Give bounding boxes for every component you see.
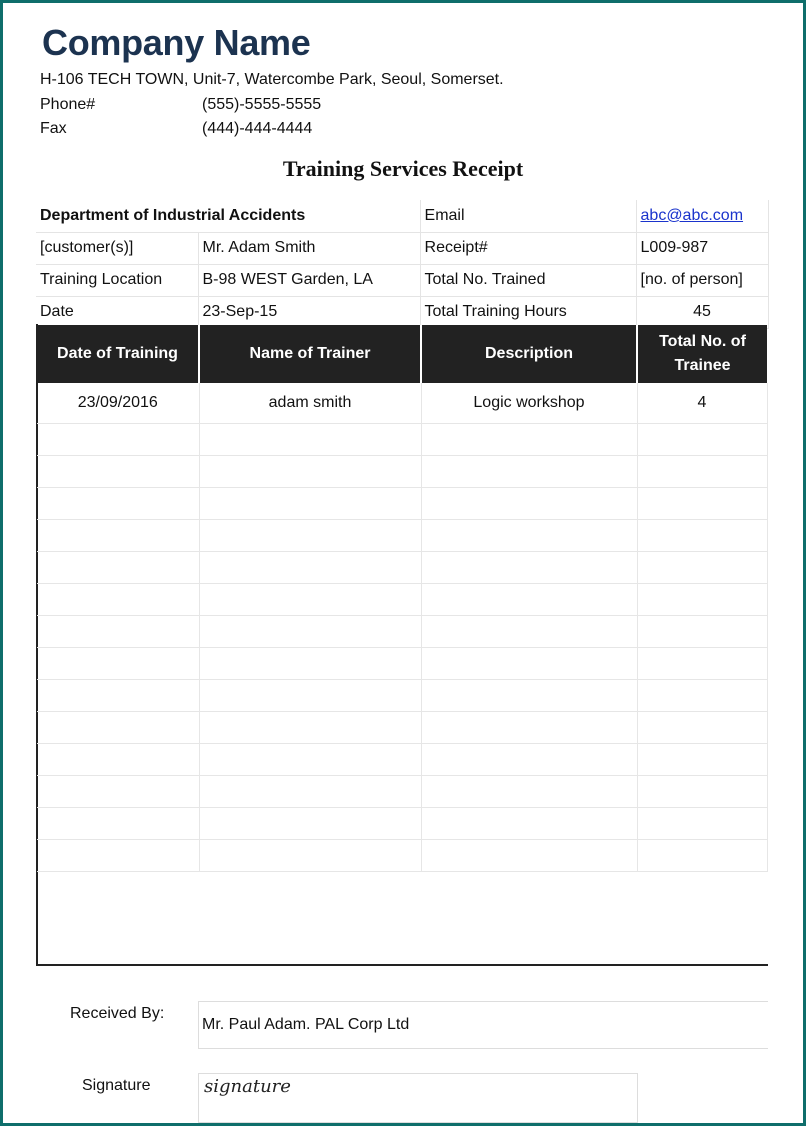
- cell-trainer[interactable]: [199, 423, 421, 455]
- table-row: [37, 647, 767, 679]
- cell-trainer[interactable]: [199, 455, 421, 487]
- cell-date[interactable]: [37, 455, 199, 487]
- receipt-number-label: Receipt#: [420, 232, 636, 264]
- cell-trainer[interactable]: [199, 807, 421, 839]
- cell-trainer[interactable]: [199, 647, 421, 679]
- table-row: [37, 679, 767, 711]
- table-row: [37, 519, 767, 551]
- cell-description[interactable]: [421, 679, 637, 711]
- table-row: [37, 383, 767, 423]
- receipt-info-table: [36, 200, 769, 329]
- cell-description[interactable]: [421, 487, 637, 519]
- phone-value: (555)-5555-5555: [202, 96, 322, 113]
- company-name: Company Name: [42, 22, 311, 63]
- cell-description[interactable]: [421, 519, 637, 551]
- customer-label: [customer(s)]: [36, 232, 198, 264]
- training-hours-value: 45: [636, 296, 768, 328]
- table-row: [37, 711, 767, 743]
- cell-date[interactable]: [37, 647, 199, 679]
- cell-trainer[interactable]: [199, 551, 421, 583]
- cell-trainer[interactable]: [199, 775, 421, 807]
- total-trained-label: Total No. Trained: [420, 264, 636, 296]
- cell-date[interactable]: [37, 615, 199, 647]
- cell-description[interactable]: [421, 647, 637, 679]
- cell-trainee-count[interactable]: [637, 583, 767, 615]
- cell-description[interactable]: [421, 551, 637, 583]
- cell-trainee-count[interactable]: [637, 743, 767, 775]
- cell-trainee-count[interactable]: [637, 487, 767, 519]
- col-header-description: Description: [421, 325, 637, 383]
- cell-trainee-count[interactable]: [637, 679, 767, 711]
- cell-trainee-count[interactable]: [637, 839, 767, 871]
- cell-trainee-count[interactable]: [637, 711, 767, 743]
- training-hours-label: Total Training Hours: [420, 296, 636, 328]
- cell-trainer[interactable]: [199, 583, 421, 615]
- receipt-number-value: L009-987: [636, 232, 768, 264]
- signature-label: Signature: [82, 1077, 151, 1094]
- cell-trainee-count[interactable]: 4: [637, 383, 767, 423]
- cell-trainee-count[interactable]: [637, 807, 767, 839]
- cell-description[interactable]: [421, 839, 637, 871]
- cell-description[interactable]: Logic workshop: [421, 383, 637, 423]
- training-location-label: Training Location: [36, 264, 198, 296]
- table-row: [37, 455, 767, 487]
- cell-date[interactable]: [37, 487, 199, 519]
- cell-description[interactable]: [421, 711, 637, 743]
- cell-description[interactable]: [421, 455, 637, 487]
- cell-date[interactable]: 23/09/2016: [37, 383, 199, 423]
- cell-date[interactable]: [37, 679, 199, 711]
- cell-trainee-count[interactable]: [637, 775, 767, 807]
- total-trained-value: [no. of person]: [636, 264, 768, 296]
- date-label: Date: [36, 296, 198, 328]
- date-value: 23-Sep-15: [198, 296, 420, 328]
- col-header-trainer: Name of Trainer: [199, 325, 421, 383]
- cell-description[interactable]: [421, 807, 637, 839]
- cell-trainer[interactable]: [199, 615, 421, 647]
- cell-date[interactable]: [37, 839, 199, 871]
- cell-trainer[interactable]: [199, 679, 421, 711]
- table-row: [37, 487, 767, 519]
- cell-trainee-count[interactable]: [637, 615, 767, 647]
- cell-description[interactable]: [421, 743, 637, 775]
- cell-date[interactable]: [37, 423, 199, 455]
- signature-value: signature: [204, 1076, 291, 1097]
- table-row: [37, 775, 767, 807]
- phone-label: Phone#: [40, 96, 96, 113]
- table-row: [37, 839, 767, 871]
- email-value[interactable]: [636, 200, 768, 232]
- cell-description[interactable]: [421, 423, 637, 455]
- cell-trainee-count[interactable]: [637, 455, 767, 487]
- cell-trainer[interactable]: [199, 487, 421, 519]
- training-table: [37, 325, 768, 872]
- cell-description[interactable]: [421, 615, 637, 647]
- cell-date[interactable]: [37, 743, 199, 775]
- table-row: [37, 423, 767, 455]
- cell-trainer[interactable]: [199, 743, 421, 775]
- cell-trainee-count[interactable]: [637, 519, 767, 551]
- receipt-title: Training Services Receipt: [282, 156, 524, 181]
- table-row: [37, 807, 767, 839]
- cell-date[interactable]: [37, 775, 199, 807]
- table-row: [37, 743, 767, 775]
- cell-trainee-count[interactable]: [637, 423, 767, 455]
- email-link[interactable]: abc@abc.com: [640, 206, 744, 224]
- received-by-label: Received By:: [70, 1005, 165, 1022]
- email-label: Email: [420, 200, 636, 232]
- training-location-value: B-98 WEST Garden, LA: [198, 264, 420, 296]
- customer-value: Mr. Adam Smith: [198, 232, 420, 264]
- cell-date[interactable]: [37, 583, 199, 615]
- cell-date[interactable]: [37, 807, 199, 839]
- cell-trainee-count[interactable]: [637, 647, 767, 679]
- table-row: [37, 615, 767, 647]
- cell-date[interactable]: [37, 711, 199, 743]
- fax-value: (444)-444-4444: [202, 120, 313, 137]
- cell-description[interactable]: [421, 583, 637, 615]
- cell-trainer[interactable]: [199, 519, 421, 551]
- table-row: [37, 583, 767, 615]
- col-header-trainee-count: Total No. of Trainee: [637, 325, 767, 383]
- table-row: [37, 551, 767, 583]
- cell-trainer[interactable]: [199, 839, 421, 871]
- col-header-date: Date of Training: [37, 325, 199, 383]
- cell-date[interactable]: [37, 519, 199, 551]
- cell-trainer[interactable]: [199, 711, 421, 743]
- cell-description[interactable]: [421, 775, 637, 807]
- company-address: H-106 TECH TOWN, Unit-7, Watercombe Park, Seoul, Somerset.: [40, 71, 504, 88]
- cell-trainee-count[interactable]: [637, 551, 767, 583]
- cell-trainer[interactable]: adam smith: [199, 383, 421, 423]
- cell-date[interactable]: [37, 551, 199, 583]
- department-name: Department of Industrial Accidents: [36, 200, 420, 232]
- received-by-value: Mr. Paul Adam. PAL Corp Ltd: [202, 1016, 410, 1033]
- fax-label: Fax: [40, 120, 67, 137]
